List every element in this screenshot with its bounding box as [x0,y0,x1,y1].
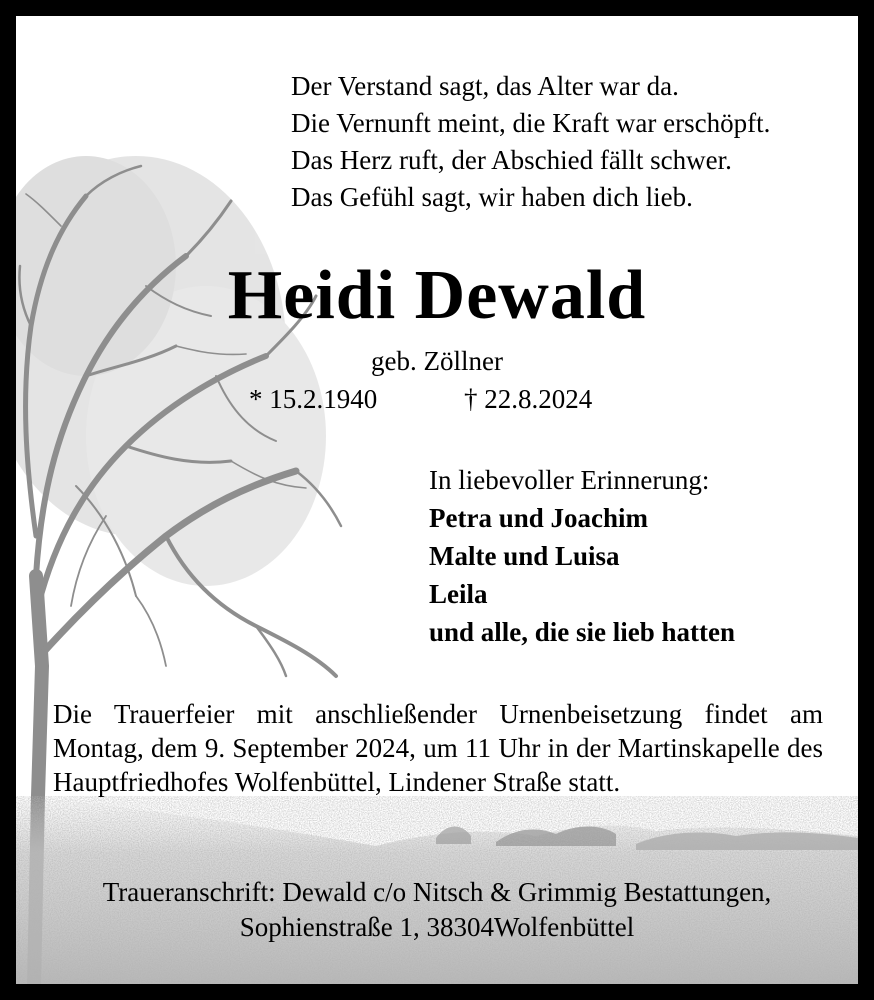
funeral-service-info: Die Trauerfeier mit anschließender Urnenbeisetzung findet am Montag, dem 9. September 2024, um 11 Uhr in der Martinskapelle des Hauptfriedhofes Wolfenbüttel, Lindener Straße statt. [53,699,823,797]
mourners-intro: In liebevoller Erinnerung: [429,465,710,495]
poem-line: Der Verstand sagt, das Alter war da. [291,71,679,101]
mourner-name: Malte und Luisa [429,541,620,571]
mourning-address [16,875,858,945]
mourner-name: Leila [429,579,488,609]
birth-date: * 15.2.1940 [249,384,378,414]
deceased-name: Heidi Dewald [227,257,647,334]
memorial-poem [291,68,770,216]
death-date: † 22.8.2024 [464,384,593,414]
mourner-name: Petra und Joachim [429,503,648,533]
poem-line: Das Herz ruft, der Abschied fällt schwer. [291,145,732,175]
address-line-2: Sophienstraße 1, 38304Wolfenbüttel [239,912,635,942]
notice-body [16,16,858,984]
mourner-name: und alle, die sie lieb hatten [429,617,736,647]
poem-line: Das Gefühl sagt, wir haben dich lieb. [291,182,693,212]
maiden-name: geb. Zöllner [371,346,503,376]
address-line-1: Traueranschrift: Dewald c/o Nitsch & Grimmig Bestattungen, [102,877,772,907]
mourners-block [429,461,735,651]
poem-line: Die Vernunft meint, die Kraft war erschöpft. [291,108,771,138]
